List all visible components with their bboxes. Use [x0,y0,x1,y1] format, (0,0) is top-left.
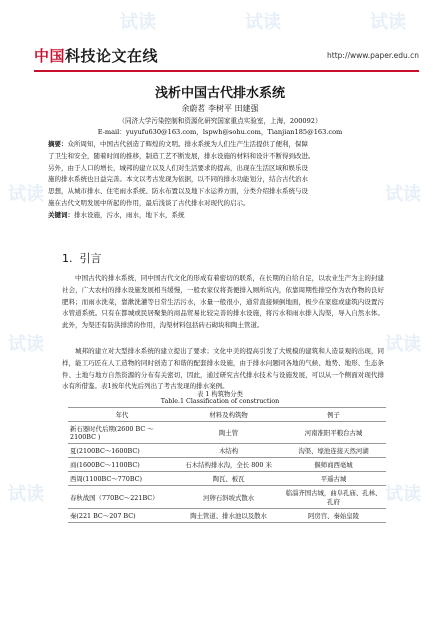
table-row [68,458,386,472]
abstract-line: 摘要：众所周知，中国古代创造了辉煌的文明。排水系统为人们生产生活提供了便利，保障 [48,140,308,148]
table-header-row [68,408,386,422]
logo-part-1: 中国 [34,47,66,65]
page-header [34,45,419,67]
watermark: 试读 [385,334,421,355]
abstract-line: 施在古代文明发展中所起的作用，最后浅谈了古代排水对现代的启示。 [48,198,250,207]
table-cell: 平遥古城 [281,472,386,486]
watermark: 试读 [8,334,44,355]
table-header: 例子 [281,408,386,422]
table-cell: 新石器时代后期(2600 BC ～ 2100BC ) [68,422,176,444]
abstract-line: 思想，从城市排水、住宅雨水系统、防水布置以及地下水运养方面，分类介绍排水系统与设 [48,187,308,196]
keywords [48,210,398,219]
logo-part-2: 科技论文在线 [65,47,159,65]
construction-table [68,407,386,523]
abstract-line: 施的排水系统也日益完善。本文以考古发现为依据，以不同的排水功能划分，结合古代治水 [48,175,308,184]
paper-title: 浅析中国古代排水系统 [154,86,285,101]
abstract-line: 了卫生和安全，随着时间的推移，制造工艺不断发展，排水设施的材料和设计不断得到改进。 [48,151,315,160]
table-caption-en: Table.1 Classification of construction [160,398,280,405]
table-header: 材料及构筑物 [176,408,281,422]
table-header: 年代 [68,408,176,422]
table-cell: 陶土管道、排水池以及散水 [176,509,281,523]
table-row [68,472,386,486]
abstract [48,139,398,210]
table-caption-cn: 表 1 构筑物分类 [197,391,243,398]
site-logo [34,45,158,66]
paper-email: E-mail：yuyufu630@163.com，lspwh@sohu.com，Tianjian185@163.com [97,128,343,136]
site-url[interactable]: http://www.paper.edu.cn [327,51,419,60]
abstract-label: 摘要： [48,140,68,148]
table-cell: 西周(1100BC～770BC) [68,472,176,486]
table-row [68,422,386,444]
table-cell: 临淄齐国古城，曲阜孔庙、孔林、孔府 [281,486,386,509]
table-row [68,509,386,523]
table-cell: 秦(221 BC～207 BC) [68,509,176,523]
table-row [68,444,386,458]
watermark: 试读 [385,484,421,505]
section-heading: 1. 引言 [62,252,102,265]
watermark: 试读 [8,484,44,505]
watermark: 试读 [370,12,406,33]
paragraph-1: 中国古代的排水系统，同中国古代文化的形成有着密切的联系，在长期的自给自足，以农业生产为主的封建社会，广大农村的排水设施发展相当缓慢，一般农家仅将粪便排入厕所坑内，依靠周期性排空作为农作物的良好肥料；而雨水洗菜，靠漱洗灌等日常生活污水，水量一般很小，通常直接倾倒地面，极少在家庭或建筑内设置污水管道系统。只有在都城或民居聚集的商品贸易比较完善的排水设施，将污水和雨水排入沟渠，导入自然水体。此外，为渠还有防洪排涝的作用，沟渠材料包括砖石砌块和陶土管道。 [62,274,385,330]
table-cell: 商(1600BC～1100BC) [68,458,176,472]
table-row [68,486,386,509]
table-cell: 陶土管 [176,422,281,444]
table-cell: 陶瓦、板瓦 [176,472,281,486]
table-cell: 石木结构排水沟，全长 800 米 [176,458,281,472]
watermark: 试读 [385,184,421,205]
table-cell: 木结构 [176,444,281,458]
abstract-line: 另外，由于人口的增长，城邦的建立以及人们对生活要求的提高，出现在生活区域和娱乐设 [48,163,308,172]
watermark: 试读 [120,12,156,33]
table-cell: 沟渠、壕池连接天然河湖 [281,444,386,458]
paragraph-2: 城邦的建立对大型排水系统的建立提出了要求；文化中美的提高引发了大规模的建筑和人造景观的出现，同样，能工巧匠在人工造物的同时创造了和谐的配套排水设施，由于排水问题同各地的气候、地势、地形、生态条件、土地与地方自然资源的分布有关密切，因此，通过研究古代排水技术与设施发展，可以从一个侧面对现代排水有所借鉴。表1按年代先后列出了考古发现的排水案例。 [62,347,385,391]
watermark: 试读 [8,184,44,205]
table-cell: 春秋战国（770BC～221BC） [68,486,176,509]
table-cell: 偃师商西亳城 [281,458,386,472]
table-cell: 夏(2100BC～1600BC) [68,444,176,458]
paper-affiliation: （同济大学污染控制和资源化研究国家重点实验室，上海，200092） [118,117,322,125]
table-cell: 阿房宫、秦始皇陵 [281,509,386,523]
watermark: 试读 [245,12,281,33]
keywords-text: 排水设施，污水，雨水，地下水，系统 [74,211,185,219]
table-cell: 河南淮阳平粮台古城 [281,422,386,444]
keywords-label: 关键词： [48,211,74,219]
table-cell: 河卵石斜坡式散水 [176,486,281,509]
paper-authors: 余蔚茗 李树平 田建强 [181,104,259,113]
header-rule [34,70,419,72]
